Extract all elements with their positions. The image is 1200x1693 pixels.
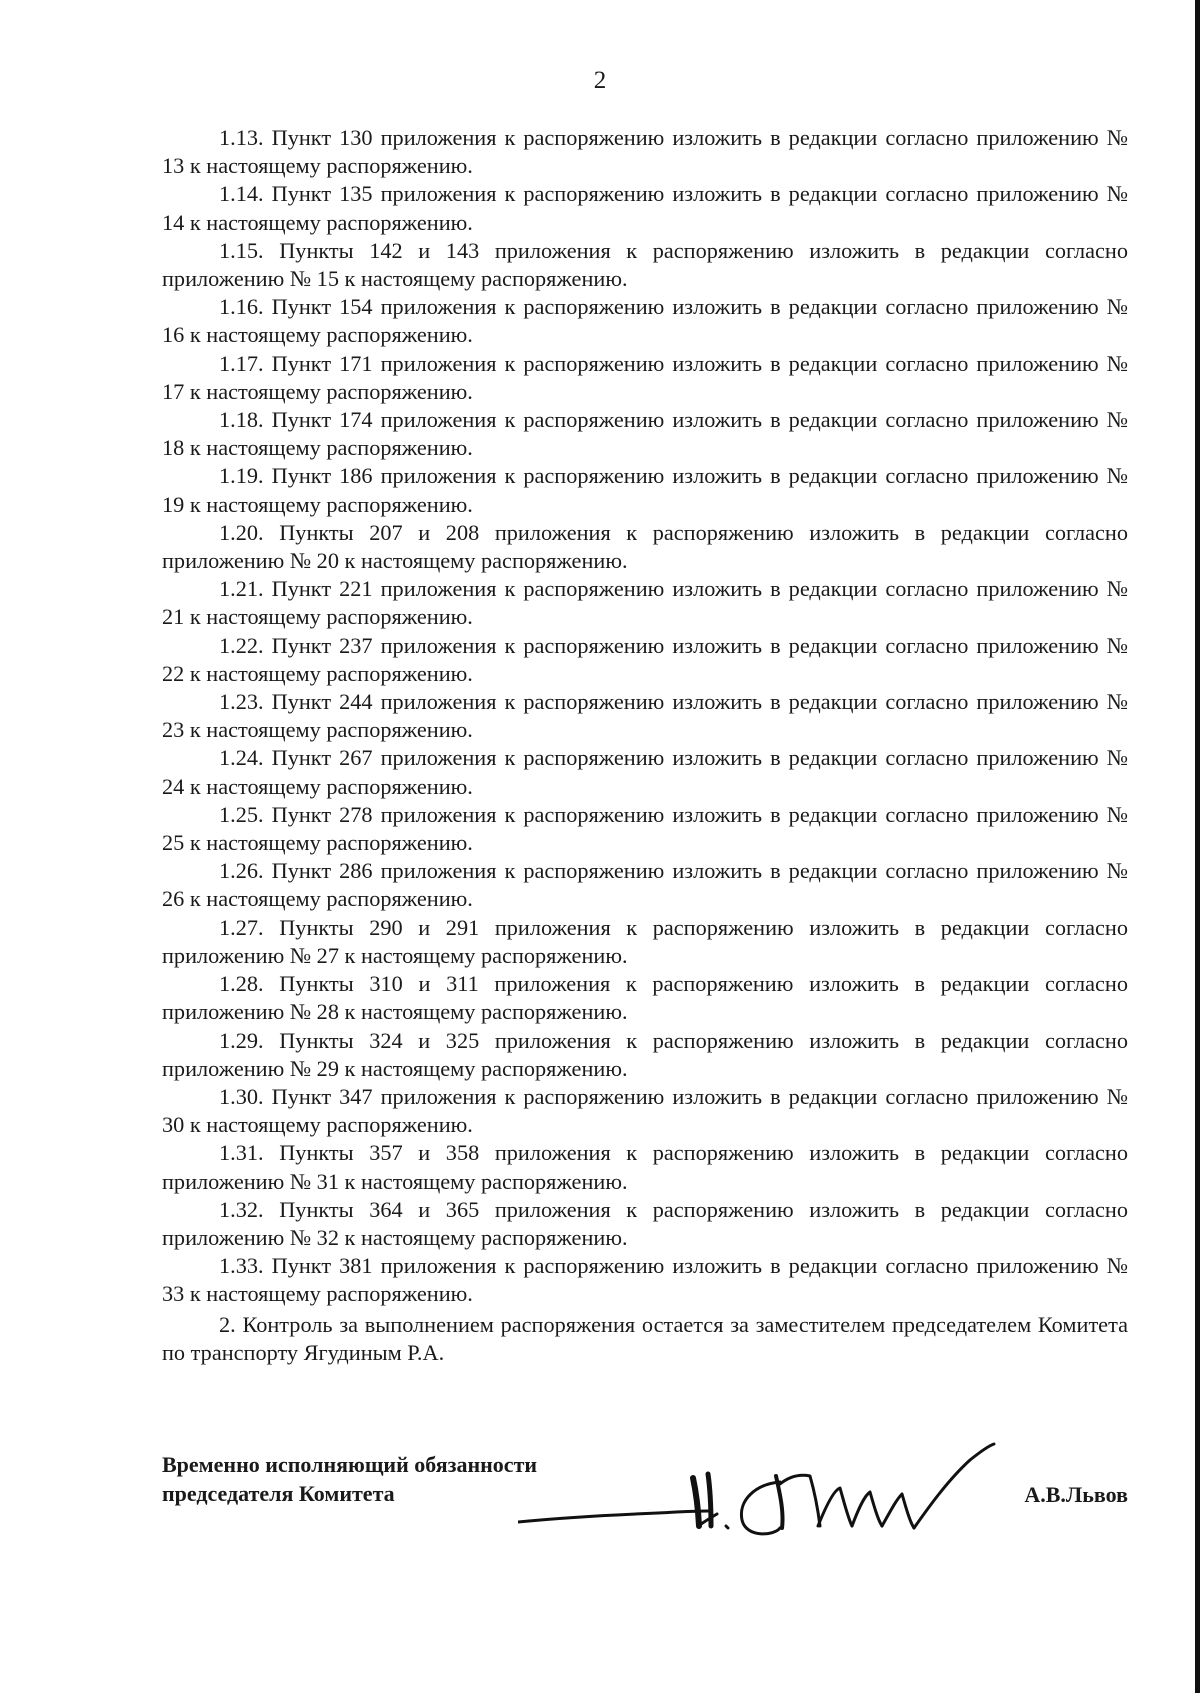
- paragraph: 1.26. Пункт 286 приложения к распоряжению изложить в редакции согласно приложению № 26 к настоящему распоряжению.: [162, 858, 1128, 912]
- paragraph: 1.15. Пункты 142 и 143 приложения к распоряжению изложить в редакции согласно приложению № 15 к настоящему распоряжению.: [162, 237, 1128, 292]
- signatory-name: А.В.Львов: [1024, 1482, 1128, 1507]
- paragraph: 1.17. Пункт 171 приложения к распоряжению изложить в редакции согласно приложению № 17 к настоящему распоряжению.: [162, 350, 1128, 404]
- paragraph: 1.28. Пункты 310 и 311 приложения к распоряжению изложить в редакции согласно приложению № 28 к настоящему распоряжению.: [162, 971, 1128, 1025]
- paragraph: 1.33. Пункт 381 приложения к распоряжению изложить в редакции согласно приложению № 33 к настоящему распоряжению.: [162, 1253, 1128, 1307]
- page-number: 2: [593, 67, 607, 94]
- paragraph: 1.21. Пункт 221 приложения к распоряжению изложить в редакции согласно приложению № 21 к настоящему распоряжению.: [162, 576, 1128, 630]
- control-paragraph: 2. Контроль за выполнением распоряжения остается за заместителем председателем Комитета по транспорту Ягудиным Р.А.: [162, 1311, 1128, 1365]
- signatory-title-line-2: председателя Комитета: [162, 1481, 395, 1506]
- paragraph: 1.31. Пункты 357 и 358 приложения к распоряжению изложить в редакции согласно приложению № 31 к настоящему распоряжению.: [162, 1140, 1128, 1194]
- paragraph: 1.19. Пункт 186 приложения к распоряжению изложить в редакции согласно приложению № 19 к настоящему распоряжению.: [162, 463, 1128, 517]
- paragraph: 1.20. Пункты 207 и 208 приложения к распоряжению изложить в редакции согласно приложению № 20 к настоящему распоряжению.: [162, 519, 1128, 574]
- paragraph: 1.29. Пункты 324 и 325 приложения к распоряжению изложить в редакции согласно приложению № 29 к настоящему распоряжению.: [162, 1027, 1128, 1081]
- scan-edge: [1195, 0, 1200, 1693]
- signatory-title-line-1: Временно исполняющий обязанности: [162, 1452, 538, 1477]
- document-body: [162, 124, 1128, 1367]
- paragraph: 1.16. Пункт 154 приложения к распоряжению изложить в редакции согласно приложению № 16 к настоящему распоряжению.: [162, 294, 1128, 348]
- handwritten-signature: [518, 1430, 1038, 1540]
- paragraph: 1.24. Пункт 267 приложения к распоряжению изложить в редакции согласно приложению № 24 к настоящему распоряжению.: [162, 745, 1128, 799]
- paragraph: 1.27. Пункты 290 и 291 приложения к распоряжению изложить в редакции согласно приложению № 27 к настоящему распоряжению.: [162, 914, 1128, 968]
- paragraph: 1.13. Пункт 130 приложения к распоряжению изложить в редакции согласно приложению № 13 к настоящему распоряжению.: [162, 125, 1128, 179]
- paragraph: 1.22. Пункт 237 приложения к распоряжению изложить в редакции согласно приложению № 22 к настоящему распоряжению.: [162, 632, 1128, 686]
- paragraph: 1.30. Пункт 347 приложения к распоряжению изложить в редакции согласно приложению № 30 к настоящему распоряжению.: [162, 1083, 1128, 1138]
- paragraph: 1.25. Пункт 278 приложения к распоряжению изложить в редакции согласно приложению № 25 к настоящему распоряжению.: [162, 801, 1128, 856]
- paragraph: 1.18. Пункт 174 приложения к распоряжению изложить в редакции согласно приложению № 18 к настоящему распоряжению.: [162, 407, 1128, 461]
- paragraph: 1.23. Пункт 244 приложения к распоряжению изложить в редакции согласно приложению № 23 к настоящему распоряжению.: [162, 689, 1128, 743]
- paragraph: 1.32. Пункты 364 и 365 приложения к распоряжению изложить в редакции согласно приложению № 32 к настоящему распоряжению.: [162, 1196, 1128, 1250]
- signatory-title: [162, 1450, 537, 1508]
- paragraph: 1.14. Пункт 135 приложения к распоряжению изложить в редакции согласно приложению № 14 к настоящему распоряжению.: [162, 181, 1128, 235]
